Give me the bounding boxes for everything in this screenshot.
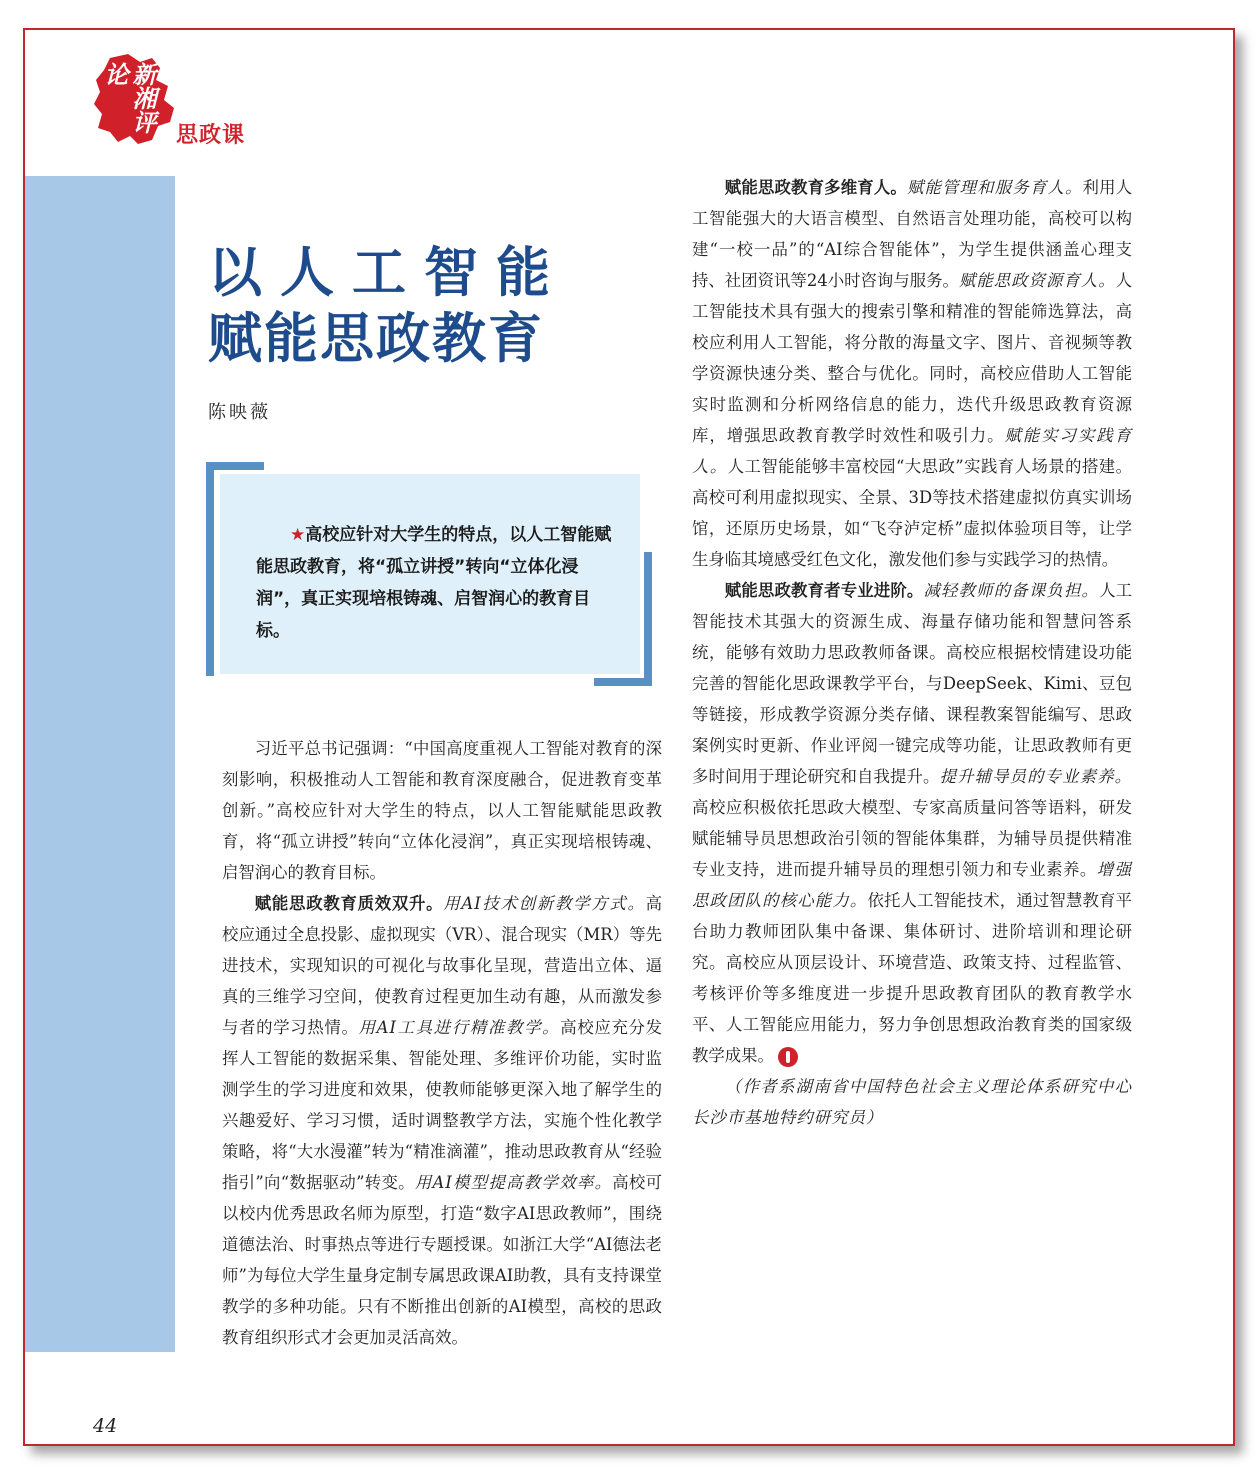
- quote-bracket: [594, 678, 652, 686]
- section-label: 思政课: [176, 123, 246, 148]
- title-line-1: 以人工智能: [208, 241, 568, 304]
- end-mark-icon: [778, 1047, 798, 1067]
- paragraph-text: 依托人工智能技术，通过智慧教育平台助力教师团队集中备课、集体研讨、进阶培训和理论研究。高校应从顶层设计、环境营造、政策支持、过程监管、考核评价等多维度进一步提升思政教育团队的教育教学水平、人工智能应用能力，努力争创思想政治教育类的国家级教学成果。: [692, 891, 1133, 1065]
- author-name: 陈映薇: [208, 402, 271, 423]
- paragraph-text: 高校应充分发挥人工智能的数据采集、智能处理、多维评价功能，实时监测学生的学习进度和效果，使教师能够更深入地了解学生的兴趣爱好、学习习惯，适时调整教学方法，实施个性化教学策略，将“大水漫灌”转为“精准滴灌”，推动思政教育从“经验指引”向“数据驱动”转变。: [222, 1018, 663, 1192]
- logo-script: 新湘评论: [100, 62, 157, 134]
- star-icon: ★: [290, 525, 306, 545]
- subheading: 用AI工具进行精准教学。: [358, 1018, 561, 1037]
- article-title: [208, 240, 568, 372]
- subheading: 增强思政团队的核心能力。: [692, 860, 1133, 910]
- subheading: 用AI模型提高教学效率。: [414, 1173, 613, 1192]
- paragraph-text: 人工智能技术其强大的资源生成、海量存储功能和智慧问答系统，能够有效助力思政教师备课。高校应根据校情建设功能完善的智能化思政课教学平台，与DeepSeek、Kimi、豆包等链接，形成教学资源分类存储、课程教案智能编写、思政案例实时更新、作业评阅一键完成等功能，让思政教师有更多时间用于理论研究和自我提升。: [692, 581, 1133, 786]
- paragraph-section-3: [692, 575, 1132, 1071]
- paragraph-intro: 习近平总书记强调：“中国高度重视人工智能对教育的深刻影响，积极推动人工智能和教育深度融合，促进教育变革创新。”高校应针对大学生的特点，以人工智能赋能思政教育，将“孤立讲授”转向“立体化浸润”，真正实现培根铸魂、启智润心的教育目标。: [222, 739, 662, 882]
- section-heading: 赋能思政教育质效双升。: [254, 894, 444, 913]
- subheading: 提升辅导员的专业素养。: [939, 767, 1133, 786]
- quote-bracket: [206, 462, 214, 676]
- paragraph-text: 高校应通过全息投影、虚拟现实（VR）、混合现实（MR）等先进技术，实现知识的可视化与故事化呈现，营造出立体、逼真的三维学习空间，使教育过程更加生动有趣，从而激发参与者的学习热情。: [222, 894, 663, 1037]
- subheading: 用AI技术创新教学方式。: [443, 894, 646, 913]
- body-column-right: [692, 172, 1132, 1133]
- subheading: 赋能实习实践育人。: [692, 426, 1133, 476]
- paragraph-section-2: [692, 172, 1132, 575]
- subheading: 减轻教师的备课负担。: [923, 581, 1100, 600]
- title-line-2: 赋能思政教育: [208, 307, 544, 370]
- quote-bracket: [644, 552, 652, 686]
- paragraph-text: 高校可以校内优秀思政名师为原型，打造“数字AI思政教师”，围绕道德法治、时事热点等进行专题授课。如浙江大学“AI德法老师”为每位大学生量身定制专属思政课AI助教，具有支持课堂教学的多种功能。只有不断推出创新的AI模型，高校的思政教育组织形式才会更加灵活高效。: [222, 1173, 663, 1347]
- pull-quote-text: 高校应针对大学生的特点，以人工智能赋能思政教育，将“孤立讲授”转向“立体化浸润”，真正实现培根铸魂、启智润心的教育目标。: [256, 525, 612, 641]
- paragraph-text: 人工智能能够丰富校园“大思政”实践育人场景的搭建。高校可利用虚拟现实、全景、3D等技术搭建虚拟仿真实训场馆，还原历史场景，如“飞夺泸定桥”虚拟体验项目等，让学生身临其境感受红色文化，激发他们参与实践学习的热情。: [692, 457, 1133, 569]
- quote-bracket: [206, 462, 264, 470]
- subheading: 赋能思政资源育人。: [958, 271, 1116, 290]
- pull-quote: [256, 519, 616, 647]
- author-note: （作者系湖南省中国特色社会主义理论体系研究中心长沙市基地特约研究员）: [692, 1077, 1132, 1127]
- decorative-band: [25, 176, 175, 1352]
- paragraph-text: 高校应积极依托思政大模型、专家高质量问答等语料，研发赋能辅导员思想政治引领的智能体集群，为辅导员提供精准专业支持，进而提升辅导员的理想引领力和专业素养。: [692, 798, 1132, 879]
- page-number: 44: [93, 1415, 118, 1437]
- subheading: 赋能管理和服务育人。: [906, 178, 1083, 197]
- paragraph-section-1: [222, 888, 662, 1353]
- section-heading: 赋能思政教育者专业进阶。: [724, 581, 924, 600]
- paragraph-text: 利用人工智能强大的大语言模型、自然语言处理功能，高校可以构建“一校一品”的“AI综合智能体”，为学生提供涵盖心理支持、社团资讯等24小时咨询与服务。: [692, 178, 1133, 290]
- magazine-logo: [90, 52, 180, 152]
- paragraph-text: 人工智能技术具有强大的搜索引擎和精准的智能筛选算法，高校应利用人工智能，将分散的海量文字、图片、音视频等教学资源快速分类、整合与优化。同时，高校应借助人工智能实时监测和分析网络信息的能力，迭代升级思政教育资源库，增强思政教育教学时效性和吸引力。: [692, 271, 1133, 445]
- body-column-left: [222, 733, 662, 1353]
- section-heading: 赋能思政教育多维育人。: [724, 178, 907, 197]
